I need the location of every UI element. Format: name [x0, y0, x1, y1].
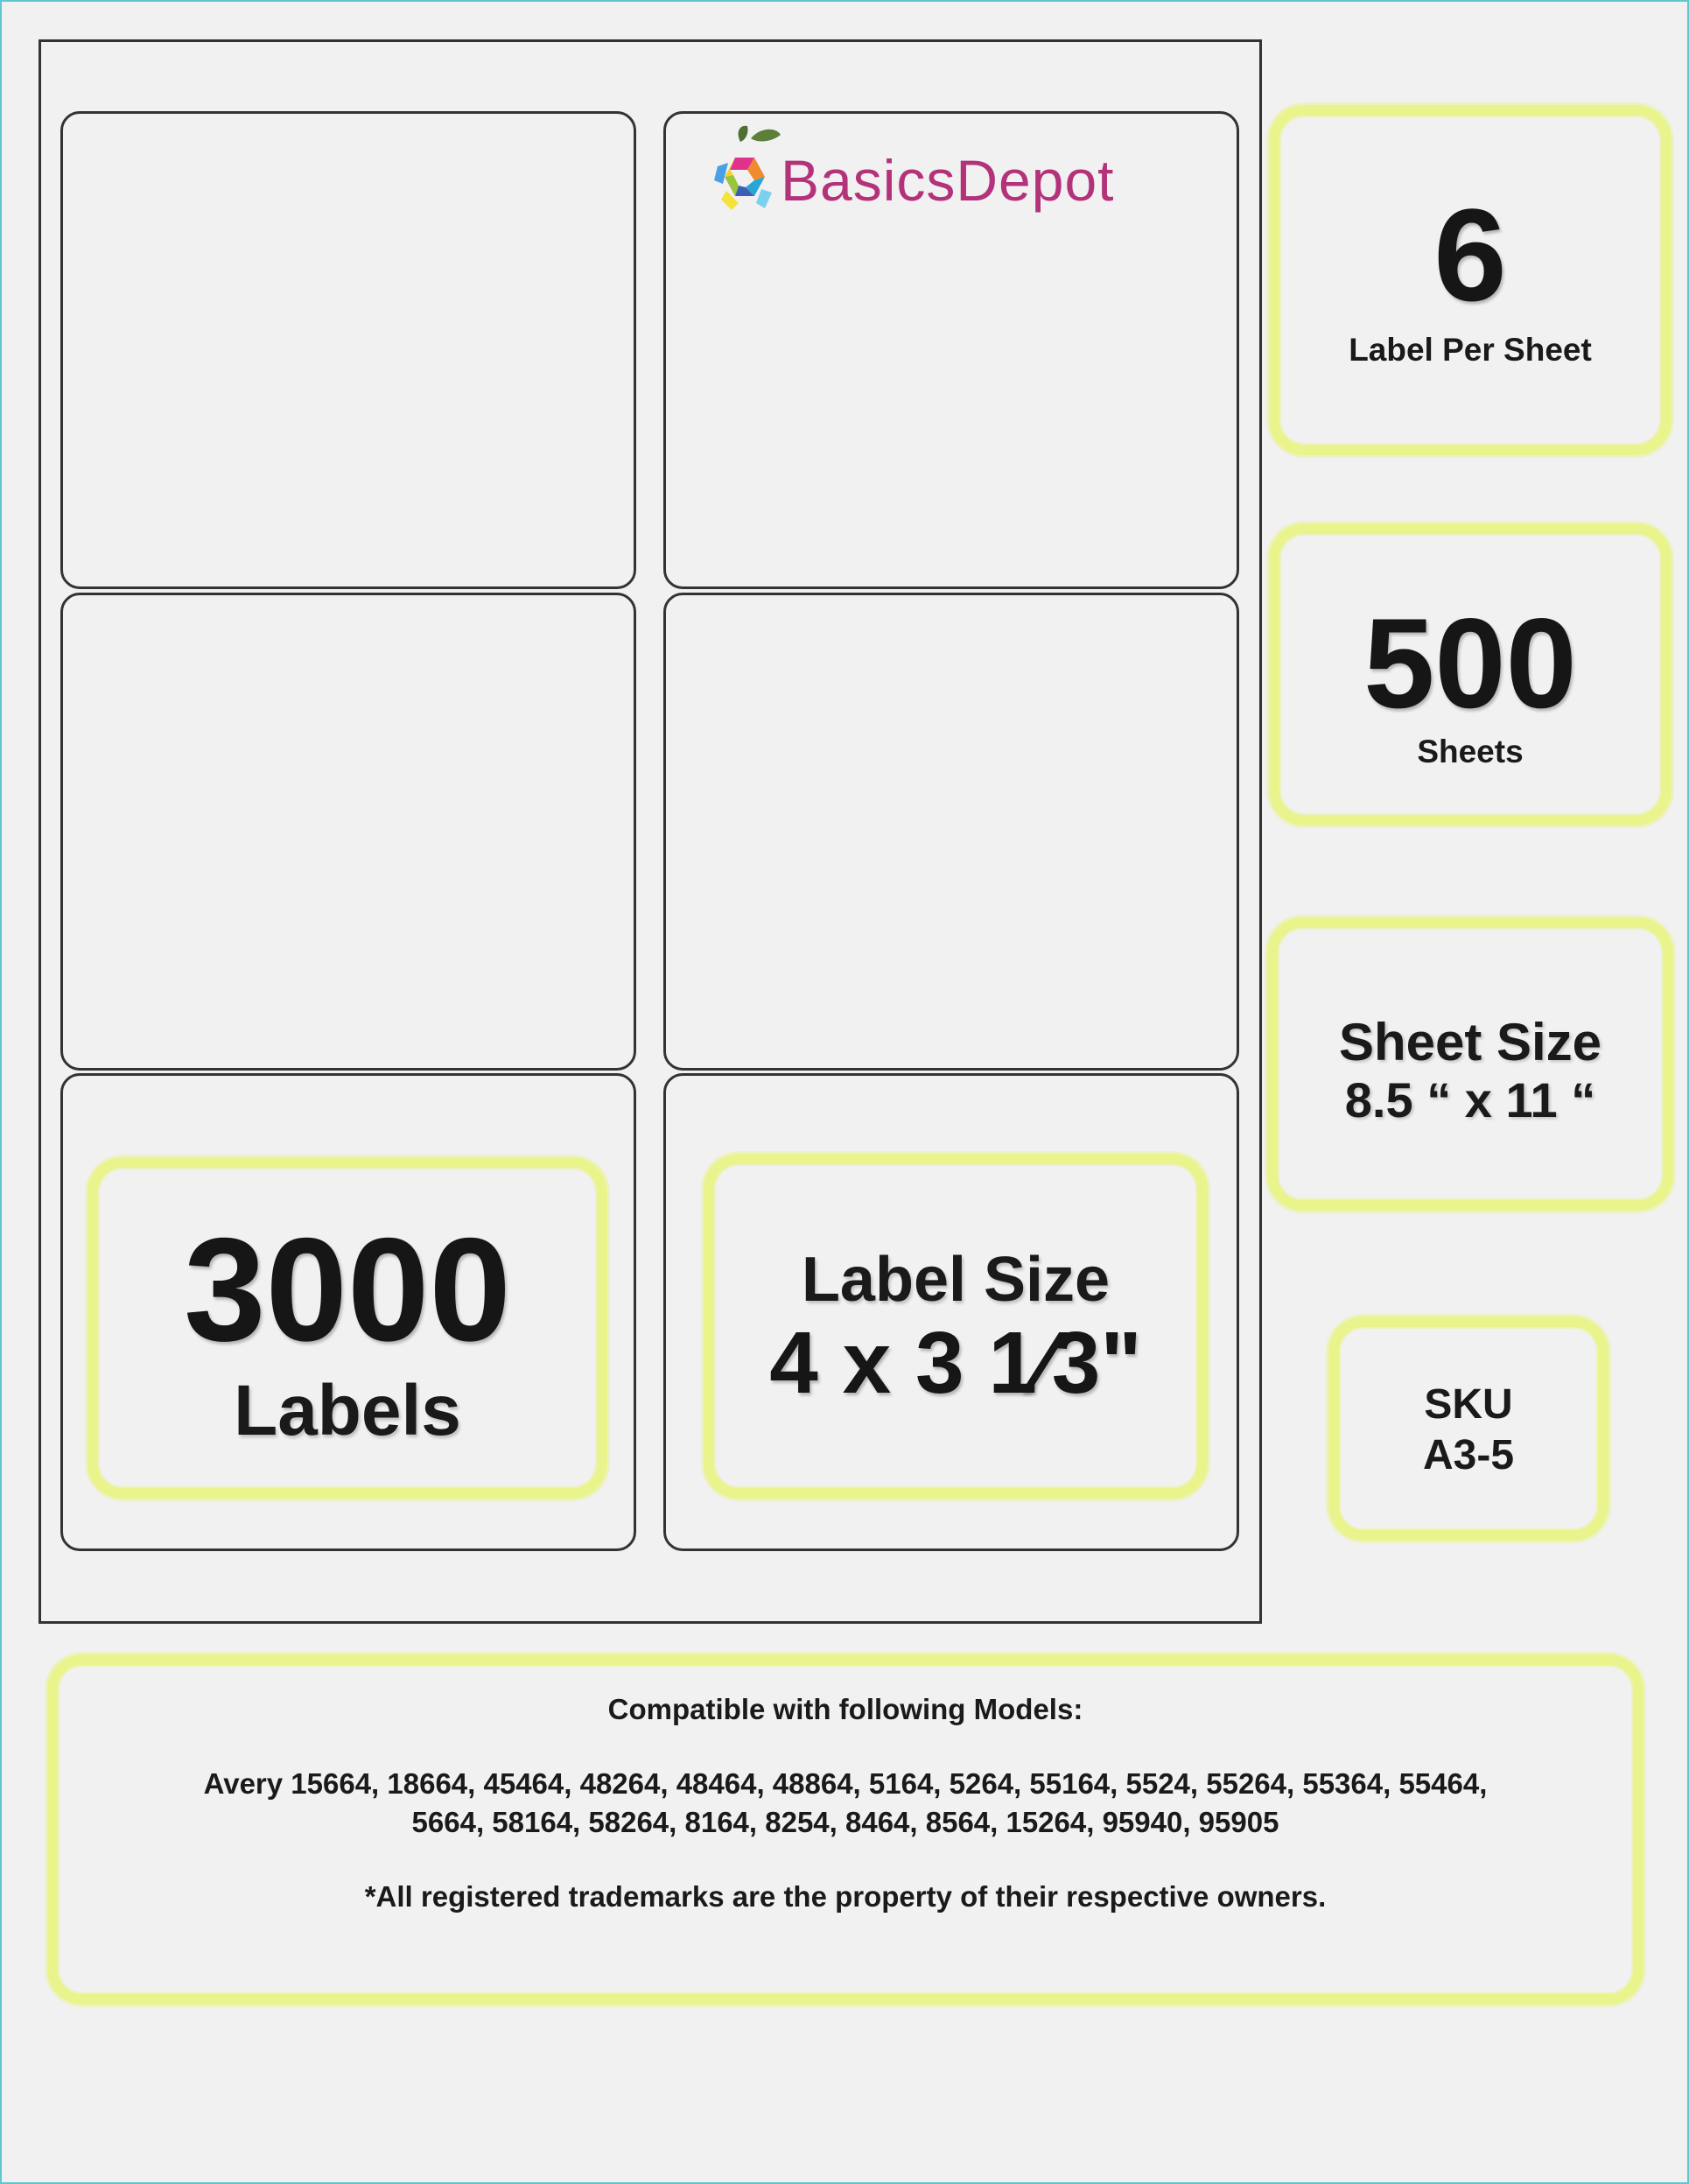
- label-size-value: 4 x 3 1⁄3": [769, 1314, 1142, 1412]
- sheet-size-title: Sheet Size: [1338, 1013, 1602, 1071]
- trademark-note: *All registered trademarks are the property of their respective owners.: [364, 1880, 1327, 1913]
- compatibility-title: Compatible with following Models:: [607, 1693, 1083, 1725]
- total-labels-value: 3000: [184, 1207, 511, 1372]
- per-sheet-caption: Label Per Sheet: [1349, 332, 1592, 368]
- label-size-title: Label Size: [801, 1245, 1111, 1315]
- compatibility-models-line-2: 5664, 58164, 58264, 8164, 8254, 8464, 8564, 15264, 95940, 95905: [411, 1806, 1279, 1838]
- brand-logo: [700, 123, 1225, 236]
- sku-box: [1328, 1317, 1608, 1541]
- brand-name: BasicsDepot: [781, 148, 1115, 213]
- per-sheet-value: 6: [1433, 181, 1507, 328]
- sheets-box: [1269, 523, 1671, 825]
- label-cell-4: [663, 593, 1239, 1071]
- label-cell-1: [60, 111, 636, 589]
- sheet-size-box: [1267, 917, 1673, 1211]
- sheets-caption: Sheets: [1417, 734, 1524, 769]
- label-cell-3: [60, 593, 636, 1071]
- sku-title: SKU: [1424, 1381, 1513, 1428]
- label-size-box: [704, 1154, 1208, 1499]
- sheets-value: 500: [1363, 592, 1577, 734]
- total-labels-box: [88, 1157, 607, 1499]
- per-sheet-box: [1269, 105, 1671, 455]
- compatibility-box: [47, 1654, 1643, 2005]
- sku-value: A3-5: [1422, 1432, 1515, 1478]
- sheet-size-value: 8.5 “ x 11 “: [1344, 1072, 1596, 1127]
- brand-logo-icon: [700, 123, 788, 236]
- total-labels-caption: Labels: [234, 1371, 461, 1450]
- compatibility-models-line-1: Avery 15664, 18664, 45464, 48264, 48464, 48864, 5164, 5264, 55164, 5524, 55264, 55364, 55464,: [203, 1767, 1488, 1800]
